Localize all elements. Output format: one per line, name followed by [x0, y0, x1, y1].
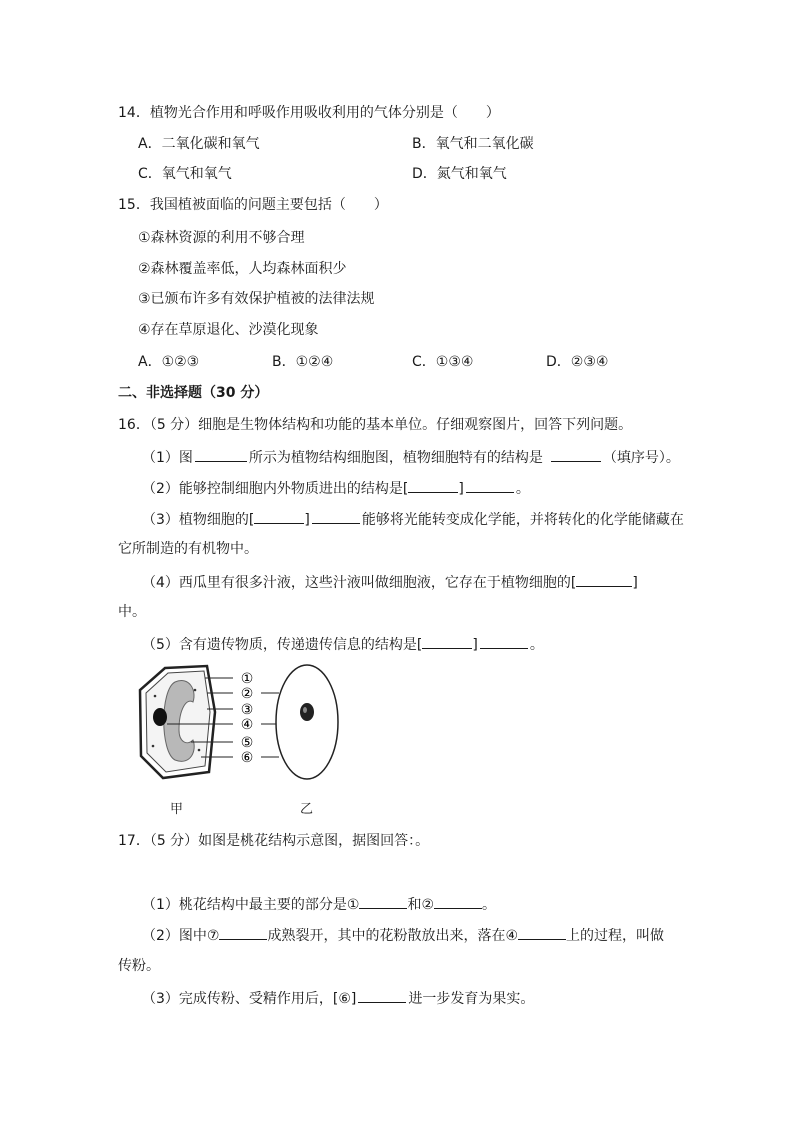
q16-p5-blank-1[interactable] [422, 633, 472, 649]
figure-caption-yi: 乙 [300, 802, 314, 817]
q16-p3-text-b: ] [304, 512, 310, 528]
q15-option-c: C．①③④ [412, 354, 474, 370]
q16-p2-blank-1[interactable] [408, 477, 458, 493]
q14-option-b: B．氧气和二氧化碳 [412, 136, 534, 152]
figure-label-1: ① [240, 671, 254, 687]
q16-p5-blank-2[interactable] [480, 633, 528, 649]
animal-cell-membrane [276, 665, 338, 779]
q16-p5-text-c: 。 [529, 637, 544, 653]
q17-p3-text-b: 进一步发育为果实。 [408, 991, 535, 1007]
q16-p4-blank[interactable] [576, 571, 632, 587]
q16-p3-continuation: 它所制造的有机物中。 [118, 541, 258, 557]
q16-p3-blank-1[interactable] [254, 508, 304, 524]
q16-p1-blank-1[interactable] [195, 446, 247, 462]
q14-option-d: D．氮气和氧气 [412, 166, 507, 182]
q16-p2-text-b: ] [458, 481, 464, 497]
figure-label-6: ⑥ [240, 750, 254, 766]
q15-option-a: A．①②③ [138, 354, 200, 370]
q16-p1-text-b: 所示为植物结构细胞图，植物细胞特有的结构是 [248, 450, 543, 466]
q16-p4-text-a: （4）西瓜里有很多汁液，这些汁液叫做细胞液，它存在于植物细胞的[ [142, 575, 577, 591]
q16-part-5 [142, 633, 544, 655]
q16-p3-text-c: 能够将光能转变成化学能，并将转化的化学能储藏在 [361, 512, 684, 528]
q17-p2-text-c: 上的过程，叫做 [566, 928, 665, 944]
q16-p2-text-c: 。 [515, 481, 530, 497]
q17-p1-text-b: 和② [407, 897, 435, 913]
q17-p3-blank[interactable] [358, 987, 406, 1003]
q16-p2-text-a: （2）能够控制细胞内外物质进出的结构是[ [142, 481, 409, 497]
q17-p2-blank-1[interactable] [219, 924, 267, 940]
q15-item-4: ④存在草原退化、沙漠化现象 [138, 322, 319, 338]
q16-p3-blank-2[interactable] [312, 508, 360, 524]
q15-option-b: B．①②④ [272, 354, 334, 370]
q17-p1-blank-1[interactable] [359, 893, 407, 909]
q16-p5-text-b: ] [472, 637, 478, 653]
q15-item-1: ①森林资源的利用不够合理 [138, 230, 305, 246]
q17-part-2 [142, 924, 664, 946]
q16-p1-text-a: （1）图 [142, 450, 193, 466]
q16-p4-text-b: ] [632, 575, 638, 591]
figure-caption-jia: 甲 [170, 802, 184, 817]
q14-option-a: A．二氧化碳和氧气 [138, 136, 260, 152]
q17-p1-text-c: 。 [482, 897, 497, 913]
q15-item-2: ②森林覆盖率低，人均森林面积少 [138, 261, 347, 277]
q16-p3-text-a: （3）植物细胞的[ [142, 512, 255, 528]
q17-part-3 [142, 987, 534, 1009]
q16-p5-text-a: （5）含有遗传物质，传递遗传信息的结构是[ [142, 637, 423, 653]
q17-p2-text-b: 成熟裂开，其中的花粉散放出来，落在④ [267, 928, 519, 944]
q16-p1-blank-2[interactable] [551, 446, 601, 462]
q14-option-c: C．氧气和氧气 [138, 166, 232, 182]
cell-diagram [135, 660, 355, 785]
q17-p2-continuation: 传粉。 [118, 958, 160, 974]
figure-label-4: ④ [240, 717, 254, 733]
figure-label-5: ⑤ [240, 735, 254, 751]
q17-p2-text-a: （2）图中⑦ [142, 928, 220, 944]
figure-label-3: ③ [240, 702, 254, 718]
q15-item-3: ③已颁布许多有效保护植被的法律法规 [138, 291, 375, 307]
animal-cell-nucleus [300, 703, 314, 721]
q17-p1-text-a: （1）桃花结构中最主要的部分是① [142, 897, 360, 913]
q15-stem: 15．我国植被面临的问题主要包括（ ） [118, 197, 388, 213]
cell-figure [135, 660, 355, 785]
q16-part-2 [142, 477, 530, 499]
q16-part-4 [142, 571, 638, 593]
q16-p1-text-c: （填序号）。 [602, 450, 680, 466]
section-2-title: 二、非选择题（30 分） [118, 385, 269, 401]
figure-label-2: ② [240, 686, 254, 702]
q17-p1-blank-2[interactable] [434, 893, 482, 909]
q16-part-3 [142, 508, 684, 530]
plant-cell-nucleus [153, 708, 167, 726]
q16-p4-continuation: 中。 [118, 604, 146, 620]
q17-part-1 [142, 893, 496, 915]
q14-stem: 14．植物光合作用和呼吸作用吸收利用的气体分别是（ ） [118, 105, 500, 121]
q15-option-d: D．②③④ [546, 354, 609, 370]
q17-p2-blank-2[interactable] [518, 924, 566, 940]
q16-p2-blank-2[interactable] [466, 477, 514, 493]
q17-p3-text-a: （3）完成传粉、受精作用后，[⑥] [142, 991, 357, 1007]
q17-stem: 17．（5 分）如图是桃花结构示意图，据图回答：。 [118, 833, 430, 849]
q16-part-1 [142, 446, 680, 468]
q16-stem: 16．（5 分）细胞是生物体结构和功能的基本单位。仔细观察图片，回答下列问题。 [118, 417, 633, 433]
